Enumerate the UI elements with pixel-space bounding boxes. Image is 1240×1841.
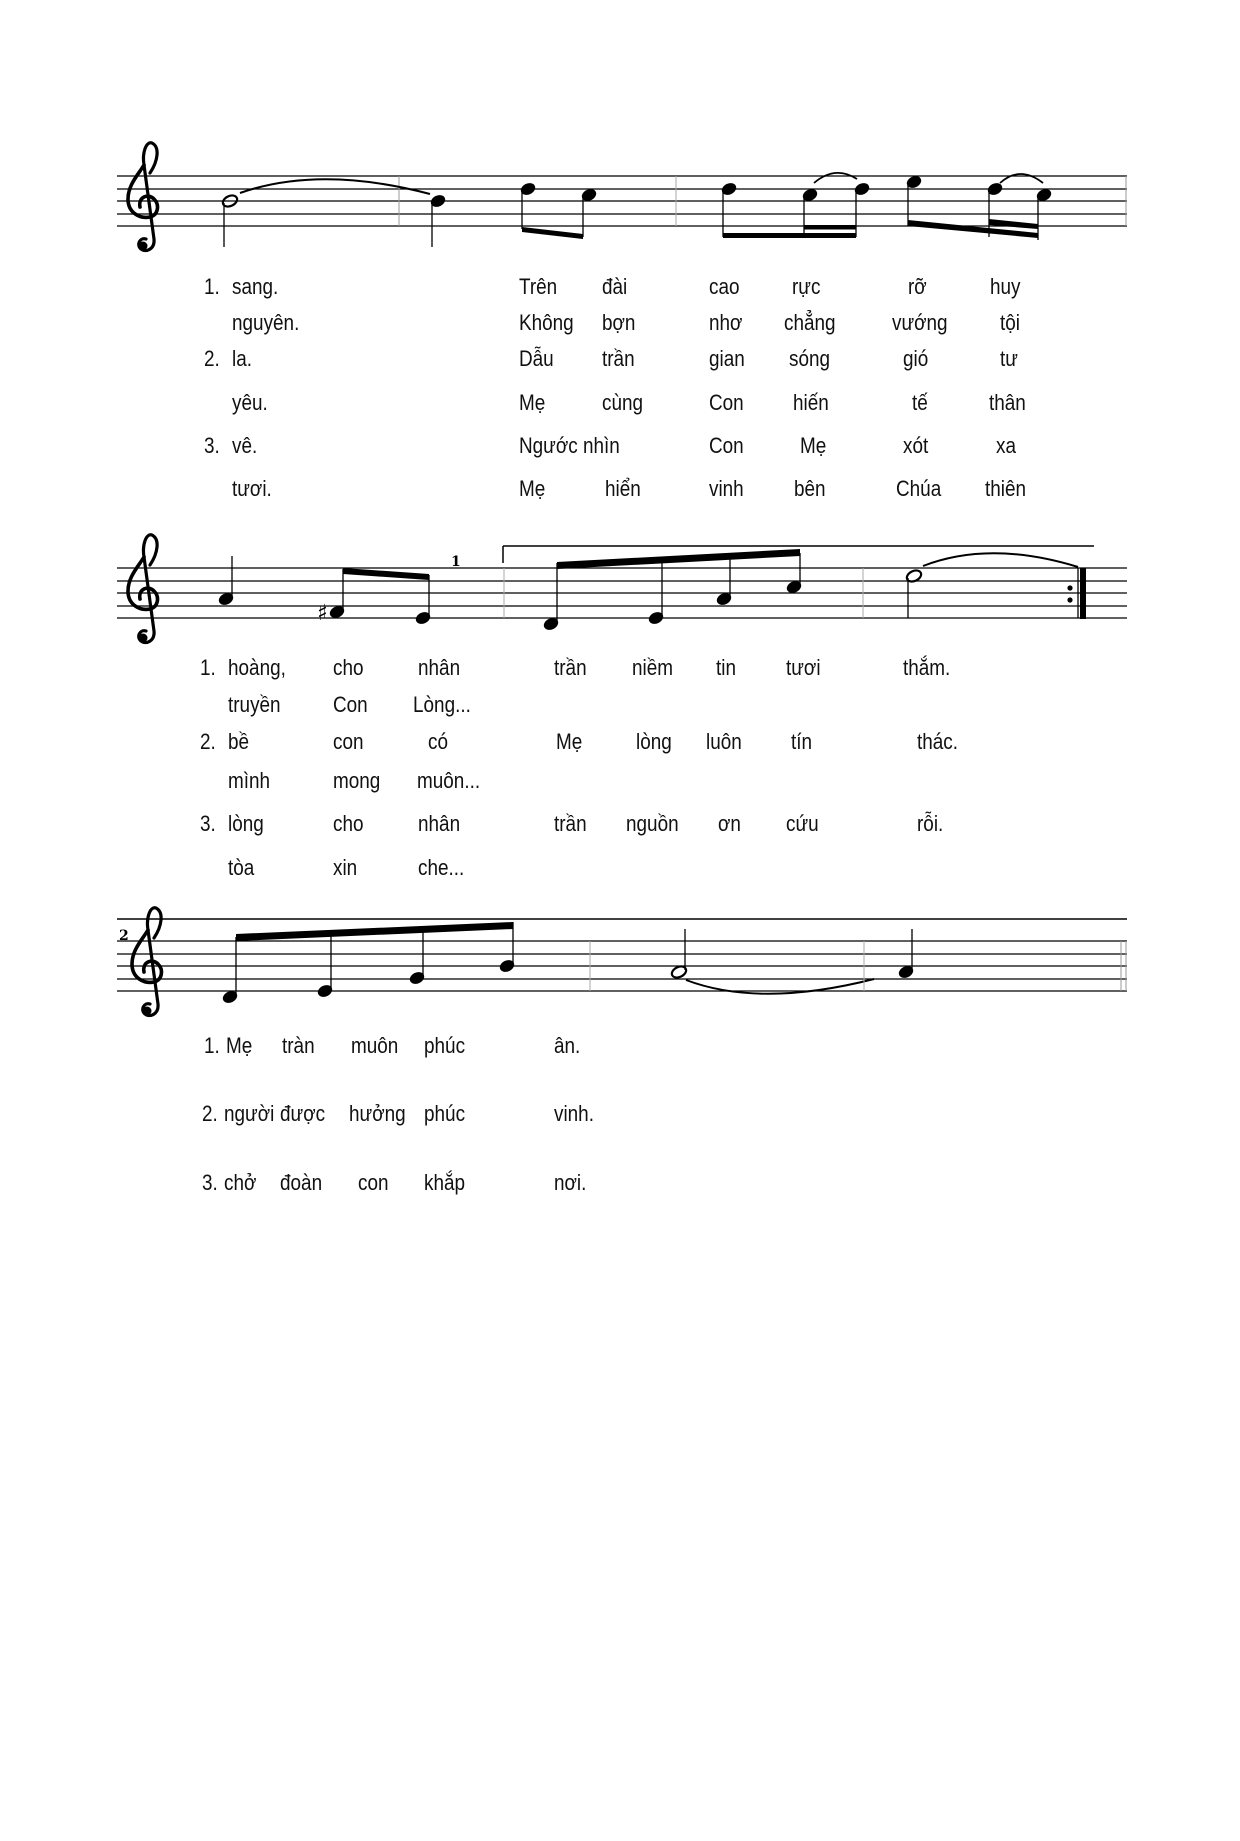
- staff-lines: [117, 941, 1127, 991]
- lyric-syllable: rực: [792, 274, 821, 299]
- lyric-syllable: nguồn: [626, 811, 679, 836]
- lyric-syllable: yêu.: [232, 390, 268, 415]
- repeat-dot: [1067, 585, 1072, 590]
- lyric-syllable: hưởng: [349, 1101, 406, 1126]
- lyric-syllable: mình: [228, 768, 271, 793]
- lyric-syllable: lòng: [636, 729, 672, 754]
- lyric-syllable: cho: [333, 811, 364, 836]
- lyric-syllable: trần: [554, 811, 587, 836]
- lyric-syllable: hiển: [605, 476, 641, 501]
- lyric-syllable: tin: [716, 655, 736, 680]
- lyric-syllable: nhân: [418, 811, 461, 836]
- lyric-syllable: xa: [996, 433, 1016, 458]
- lyric-syllable: tràn: [282, 1033, 315, 1058]
- lyric-syllable: người: [224, 1101, 275, 1126]
- lyric-syllable: phúc: [424, 1033, 466, 1058]
- lyric-syllable: niềm: [632, 655, 674, 680]
- repeat-dot: [1067, 597, 1072, 602]
- lyric-syllable: Con: [333, 692, 368, 717]
- tie: [923, 553, 1078, 567]
- lyric-syllable: Con: [709, 390, 744, 415]
- beam: [236, 922, 513, 941]
- lyric-syllable: ơn: [718, 811, 741, 836]
- lyric-syllable: thân: [989, 390, 1026, 415]
- final-thick-barline: [1080, 568, 1086, 619]
- sharp-icon: ♯: [317, 601, 328, 626]
- verse-number: 3.: [202, 1170, 218, 1195]
- lyric-syllable: bên: [794, 476, 826, 501]
- lyric-syllable: mong: [333, 768, 381, 793]
- lyric-syllable: Mẹ: [226, 1033, 253, 1058]
- lyric-syllable: đoàn: [280, 1170, 323, 1195]
- verse-number: 2.: [200, 729, 216, 754]
- beam: [804, 225, 856, 230]
- beam: [557, 549, 800, 569]
- beam: [522, 227, 583, 239]
- treble-clef-icon: [132, 908, 161, 1016]
- lyric-syllable: gió: [903, 346, 929, 371]
- verse-number: 1.: [200, 655, 216, 680]
- lyric-syllable: Dẫu: [519, 346, 554, 371]
- lyric-syllable: Mẹ: [519, 390, 546, 415]
- lyric-syllable: Chúa: [896, 476, 942, 501]
- verse-number: 3.: [204, 433, 220, 458]
- lyric-syllable: vinh.: [554, 1101, 594, 1126]
- lyric-syllable: chở: [224, 1170, 257, 1195]
- lyric-syllable: tư: [1000, 346, 1018, 371]
- lyric-syllable: Mẹ: [519, 476, 546, 501]
- lyric-syllable: đài: [602, 274, 628, 299]
- lyric-syllable: sóng: [789, 346, 831, 371]
- lyric-syllable: muôn...: [417, 768, 481, 793]
- lyric-syllable: trần: [602, 346, 635, 371]
- slur: [814, 173, 857, 183]
- lyric-syllable: nhơ: [709, 310, 743, 335]
- lyric-syllable: cho: [333, 655, 364, 680]
- lyric-syllable: rỗi.: [917, 811, 944, 836]
- lyric-syllable: tội: [1000, 310, 1020, 335]
- lyric-syllable: bề: [228, 729, 250, 754]
- lyric-syllable: nơi.: [554, 1170, 587, 1195]
- staff-system-1: [117, 143, 1127, 251]
- lyric-syllable: xin: [333, 855, 358, 880]
- lyric-syllable: Con: [709, 433, 744, 458]
- lyric-syllable: vê.: [232, 433, 258, 458]
- verse-number: 1.: [204, 274, 220, 299]
- lyric-syllable: rỡ: [908, 274, 927, 299]
- lyric-syllable: hiến: [793, 390, 829, 415]
- lyric-syllable: cùng: [602, 390, 644, 415]
- lyric-syllable: ân.: [554, 1033, 581, 1058]
- lyric-syllable: thiên: [985, 476, 1027, 501]
- lyric-syllable: cứu: [786, 811, 819, 836]
- lyric-syllable: tòa: [228, 855, 255, 880]
- lyric-syllable: cao: [709, 274, 740, 299]
- treble-clef-icon: [128, 143, 157, 251]
- lyric-syllable: phúc: [424, 1101, 466, 1126]
- lyric-syllable: huy: [990, 274, 1021, 299]
- lyric-syllable: Lòng...: [413, 692, 471, 717]
- treble-clef-icon: [128, 535, 157, 643]
- lyric-syllable: Không: [519, 310, 574, 335]
- lyric-syllable: lòng: [228, 811, 264, 836]
- verse-number: 1.: [204, 1033, 220, 1058]
- staff-lines: [117, 176, 1127, 226]
- lyric-syllable: Ngước: [519, 433, 578, 458]
- lyric-syllable: bợn: [602, 310, 636, 335]
- lyric-syllable: chẳng: [784, 310, 836, 335]
- staff-system-3: [117, 908, 1127, 1016]
- lyric-syllable: tươi.: [232, 476, 272, 501]
- lyric-syllable: con: [358, 1170, 389, 1195]
- lyric-syllable: luôn: [706, 729, 742, 754]
- lyric-syllable: la.: [232, 346, 252, 371]
- lyric-syllable: xót: [903, 433, 929, 458]
- tie: [240, 179, 430, 194]
- lyric-syllable: khắp: [424, 1170, 466, 1195]
- lyric-syllable: nguyên.: [232, 310, 300, 335]
- beam: [989, 219, 1038, 229]
- staff-lines: [117, 568, 1127, 618]
- verse-number: 2.: [204, 346, 220, 371]
- beam: [723, 233, 856, 238]
- lyric-syllable: gian: [709, 346, 745, 371]
- lyric-syllable: Trên: [519, 274, 558, 299]
- lyric-syllable: sang.: [232, 274, 279, 299]
- staff-system-2: [117, 535, 1127, 643]
- lyric-syllable: che...: [418, 855, 465, 880]
- volta-label: 1: [451, 554, 461, 570]
- lyric-syllable: tế: [912, 390, 928, 415]
- lyric-syllable: được: [280, 1101, 326, 1126]
- lyric-syllable: con: [333, 729, 364, 754]
- verse-number: 3.: [200, 811, 216, 836]
- lyric-syllable: Mẹ: [800, 433, 827, 458]
- lyric-syllable: vướng: [892, 310, 948, 335]
- lyric-syllable: vinh: [709, 476, 744, 501]
- lyric-syllable: có: [428, 729, 448, 754]
- beam: [343, 568, 429, 580]
- lyric-syllable: tươi: [786, 655, 821, 680]
- lyric-syllable: hoàng,: [228, 655, 286, 680]
- lyric-syllable: trần: [554, 655, 587, 680]
- lyric-syllable: thắm.: [903, 655, 951, 680]
- volta-label: 2: [119, 928, 129, 944]
- lyric-syllable: nhìn: [583, 433, 620, 458]
- lyric-syllable: thác.: [917, 729, 959, 754]
- verse-number: 2.: [202, 1101, 218, 1126]
- lyric-syllable: Mẹ: [556, 729, 583, 754]
- lyric-syllable: nhân: [418, 655, 461, 680]
- lyric-syllable: truyền: [228, 692, 281, 717]
- lyric-syllable: tín: [791, 729, 813, 754]
- lyric-syllable: muôn: [351, 1033, 399, 1058]
